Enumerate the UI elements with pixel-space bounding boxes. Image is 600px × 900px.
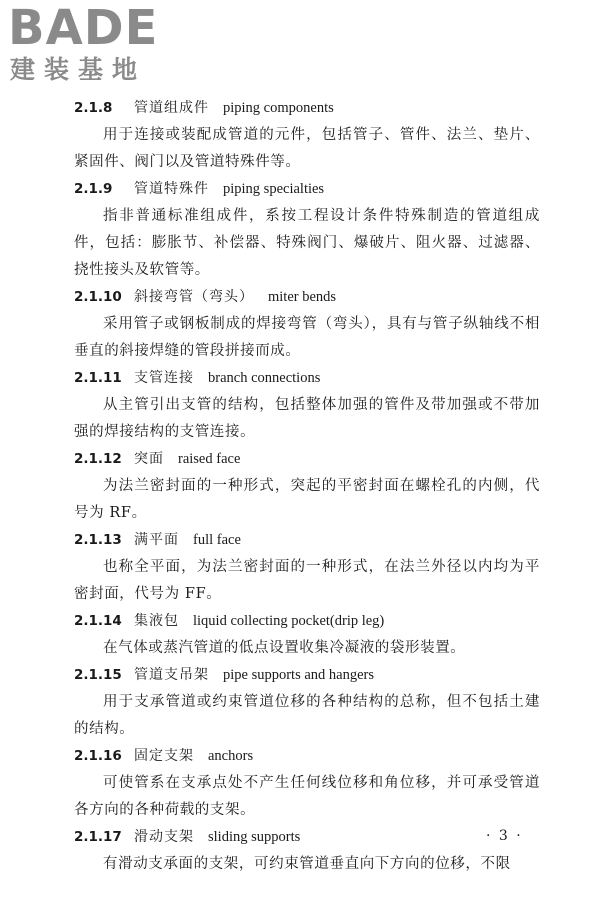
entry-term-zh: 滑动支架 [134, 829, 194, 845]
entry-definition: 用于支承管道或约束管道位移的各种结构的总称，但不包括土建的结构。 [74, 694, 540, 737]
entry-term-en: miter bends [268, 289, 337, 305]
logo-wordmark: BADE [8, 0, 159, 56]
entry-heading [0, 95, 600, 122]
entry-heading [0, 608, 600, 635]
entry-term-zh: 管道支吊架 [134, 667, 209, 683]
entry-definition: 有滑动支承面的支架，可约束管道垂直向下方向的位移，不限 [103, 856, 511, 872]
entry-heading [0, 743, 600, 770]
entry-term-zh: 管道特殊件 [134, 181, 209, 197]
entry-term-en: full face [193, 532, 241, 548]
entry-definition: 可使管系在支承点处不产生任何线位移和角位移，并可承受管道各方向的各种荷载的支架。 [74, 775, 540, 818]
entry-term-zh: 斜接弯管（弯头） [134, 289, 254, 305]
entry-term-zh: 突面 [134, 451, 164, 467]
entry-number: 2.1.9 [74, 181, 113, 197]
entry-definition: 用于连接或装配成管道的元件，包括管子、管件、法兰、垫片、紧固件、阀门以及管道特殊件等。 [74, 127, 540, 170]
entry-number: 2.1.11 [74, 370, 122, 386]
entry-term-zh: 固定支架 [134, 748, 194, 764]
entry-term-zh: 集液包 [134, 613, 179, 629]
entry-definition: 指非普通标准组成件，系按工程设计条件特殊制造的管道组成件，包括：膨胀节、补偿器、特殊阀门、爆破片、阻火器、过滤器、挠性接头及软管等。 [74, 208, 540, 278]
entry-term-en: piping specialties [223, 181, 325, 197]
entry-number: 2.1.15 [74, 667, 122, 683]
entry-term-en: sliding supports [208, 829, 301, 845]
entry-definition: 从主管引出支管的结构，包括整体加强的管件及带加强或不带加强的焊接结构的支管连接。 [74, 397, 540, 440]
entry-heading [0, 446, 600, 473]
entry-definition: 为法兰密封面的一种形式，突起的平密封面在螺栓孔的内侧，代号为 RF。 [74, 478, 540, 521]
entry-number: 2.1.16 [74, 748, 122, 764]
entry-heading [0, 176, 600, 203]
entry-term-en: liquid collecting pocket(drip leg) [193, 613, 385, 629]
entry-number: 2.1.10 [74, 289, 122, 305]
entry-definition: 也称全平面，为法兰密封面的一种形式，在法兰外径以内均为平密封面，代号为 FF。 [74, 559, 540, 602]
entry-term-en: pipe supports and hangers [223, 667, 375, 683]
entry-heading [0, 662, 600, 689]
entry-term-zh: 支管连接 [134, 370, 194, 386]
entry-number: 2.1.12 [74, 451, 122, 467]
entry-term-en: raised face [178, 451, 241, 467]
entry-term-en: piping components [223, 100, 334, 116]
entry-heading [0, 527, 600, 554]
entry-number: 2.1.14 [74, 613, 122, 629]
entry-term-zh: 满平面 [134, 532, 179, 548]
logo-subtitle: 建装基地 [10, 55, 147, 84]
entry-term-en: anchors [208, 748, 254, 764]
bade-logo [8, 0, 178, 90]
entry-number: 2.1.17 [74, 829, 122, 845]
entry-number: 2.1.13 [74, 532, 122, 548]
entry-number: 2.1.8 [74, 100, 113, 116]
entry-heading [0, 284, 600, 311]
entry-term-en: branch connections [208, 370, 321, 386]
page-number: · 3 · [486, 828, 523, 844]
entry-definition: 采用管子或钢板制成的焊接弯管（弯头），具有与管子纵轴线不相垂直的斜接焊缝的管段拼接而成。 [74, 316, 540, 359]
document-body [0, 95, 600, 878]
entry-term-zh: 管道组成件 [134, 100, 209, 116]
entry-heading [0, 365, 600, 392]
entry-definition: 在气体或蒸汽管道的低点设置收集冷凝液的袋形装置。 [103, 640, 466, 656]
